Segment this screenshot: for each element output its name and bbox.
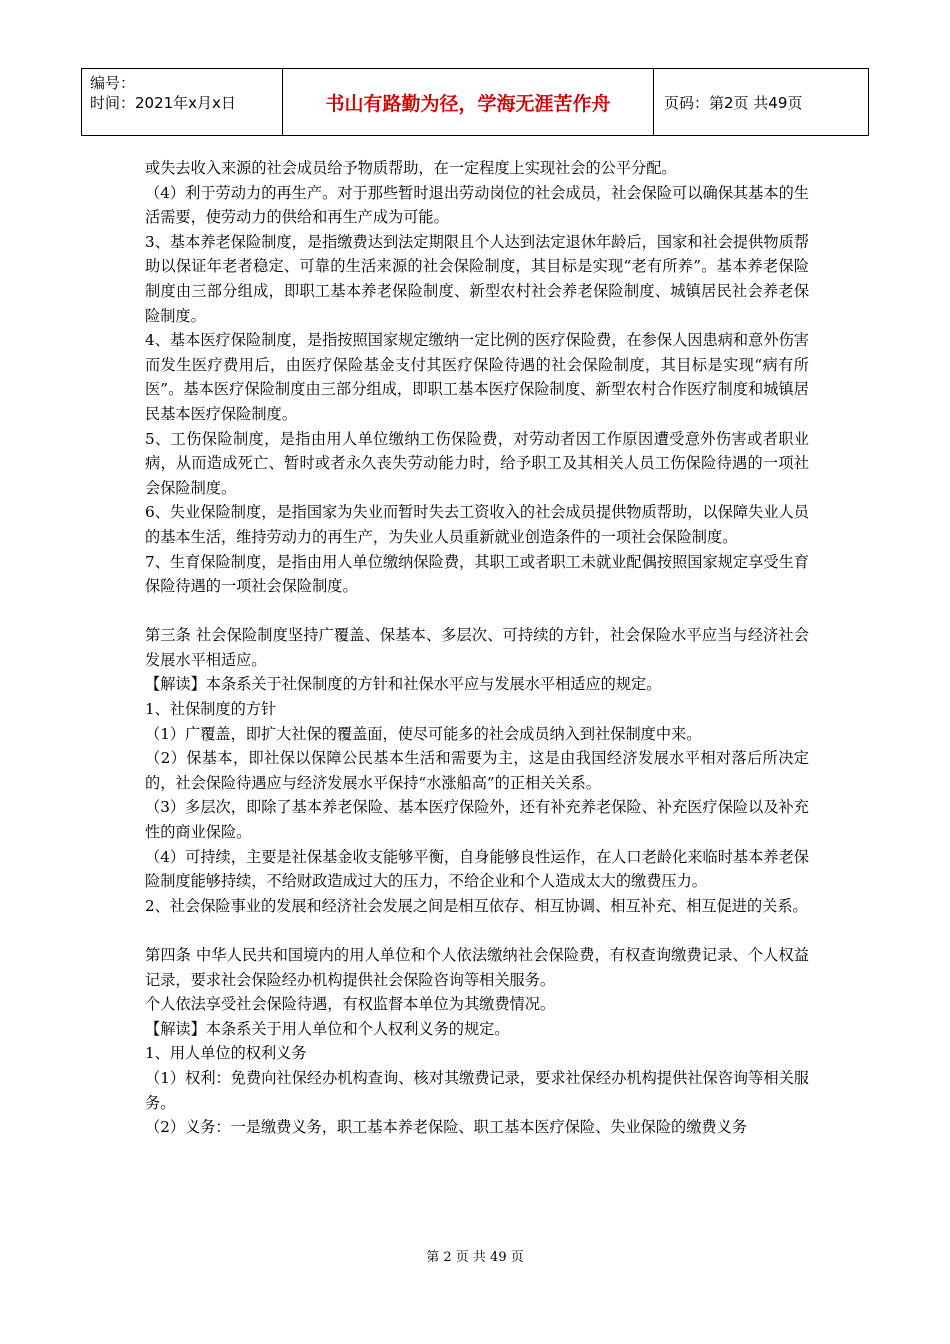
body-paragraph: 【解读】本条系关于社保制度的方针和社保水平应与发展水平相适应的规定。 <box>145 675 662 694</box>
body-paragraph: （1）广覆盖，即扩大社保的覆盖面，使尽可能多的社会成员纳入到社保制度中来。 <box>145 724 702 743</box>
body-paragraph: 或失去收入来源的社会成员给予物质帮助，在一定程度上实现社会的公平分配。 <box>145 159 677 177</box>
document-body <box>145 156 809 1140</box>
body-paragraph: 5、工伤保险制度，是指由用人单位缴纳工伤保险费，对劳动者因工作原因遭受意外伤害或者职业病，从而造成死亡、暂时或者永久丧失劳动能力时，给予职工及其相关人员工伤保险待遇的一项社会保险制度。 <box>145 429 809 497</box>
body-paragraph: 【解读】本条系关于用人单位和个人权利义务的规定。 <box>145 1019 510 1038</box>
body-paragraph: 1、社保制度的方针 <box>145 700 277 719</box>
body-paragraph: 第三条 社会保险制度坚持广覆盖、保基本、多层次、可持续的方针，社会保险水平应当与经济社会发展水平相适应。 <box>145 626 809 669</box>
page-footer: 第 2 页 共 49 页 <box>426 1250 524 1265</box>
body-paragraph: （2）保基本，即社保以保障公民基本生活和需要为主，这是由我国经济发展水平相对落后所决定的，社会保险待遇应与经济发展水平保持“水涨船高”的正相关关系。 <box>145 749 809 792</box>
body-paragraph: 4、基本医疗保险制度，是指按照国家规定缴纳一定比例的医疗保险费，在参保人因患病和意外伤害而发生医疗费用后，由医疗保险基金支付其医疗保险待遇的社会保险制度，其目标是实现“病有所医”。基本医疗保险制度由三部分组成，即职工基本医疗保险制度、新型农村合作医疗制度和城镇居民基本医疗保险制度。 <box>145 331 809 423</box>
body-paragraph: （3）多层次，即除了基本养老保险、基本医疗保险外，还有补充养老保险、补充医疗保险以及补充性的商业保险。 <box>145 798 809 842</box>
header-page-info: 页码：第2页 共49页 <box>664 93 803 112</box>
header-meta <box>82 69 283 135</box>
body-paragraph: （4）利于劳动力的再生产。对于那些暂时退出劳动岗位的社会成员，社会保险可以确保其基本的生活需要，使劳动力的供给和再生产成为可能。 <box>145 183 809 227</box>
page-header <box>81 68 869 136</box>
header-motto: 书山有路勤为径，学海无涯苦作舟 <box>283 69 654 135</box>
body-paragraph: 第四条 中华人民共和国境内的用人单位和个人依法缴纳社会保险费，有权查询缴费记录、个人权益记录，要求社会保险经办机构提供社会保险咨询等相关服务。 <box>145 946 809 989</box>
body-paragraph: 2、社会保险事业的发展和经济社会发展之间是相互依存、相互协调、相互补充、相互促进的关系。 <box>145 896 808 915</box>
paragraph-spacer <box>145 918 809 943</box>
document-number-label: 编号： <box>90 74 136 92</box>
body-paragraph: 1、用人单位的权利义务 <box>145 1044 307 1063</box>
body-paragraph: 7、生育保险制度，是指由用人单位缴纳保险费，其职工或者职工未就业配偶按照国家规定享受生育保险待遇的一项社会保险制度。 <box>145 552 809 596</box>
document-time-label: 时间：2021年x月x日 <box>90 94 236 112</box>
body-paragraph: 个人依法享受社会保险待遇，有权监督本单位为其缴费情况。 <box>145 995 556 1014</box>
body-paragraph: （1）权利：免费向社保经办机构查询、核对其缴费记录，要求社保经办机构提供社保咨询等相关服务。 <box>145 1068 809 1112</box>
paragraph-spacer <box>145 599 809 624</box>
body-paragraph: （4）可持续，主要是社保基金收支能够平衡，自身能够良性运作，在人口老龄化来临时基本养老保险制度能够持续，不给财政造成过大的压力，不给企业和个人造成太大的缴费压力。 <box>145 847 809 891</box>
body-paragraph: 3、基本养老保险制度，是指缴费达到法定期限且个人达到法定退休年龄后，国家和社会提供物质帮助以保证年老者稳定、可靠的生活来源的社会保险制度，其目标是实现“老有所养”。基本养老保险制度由三部分组成，即职工基本养老保险制度、新型农村社会养老保险制度、城镇居民社会养老保险制度。 <box>145 232 809 325</box>
body-paragraph: 6、失业保险制度，是指国家为失业而暂时失去工资收入的社会成员提供物质帮助，以保障失业人员的基本生活，维持劳动力的再生产，为失业人员重新就业创造条件的一项社会保险制度。 <box>145 503 809 546</box>
body-paragraph: （2）义务：一是缴费义务，职工基本养老保险、职工基本医疗保险、失业保险的缴费义务 <box>145 1118 747 1137</box>
